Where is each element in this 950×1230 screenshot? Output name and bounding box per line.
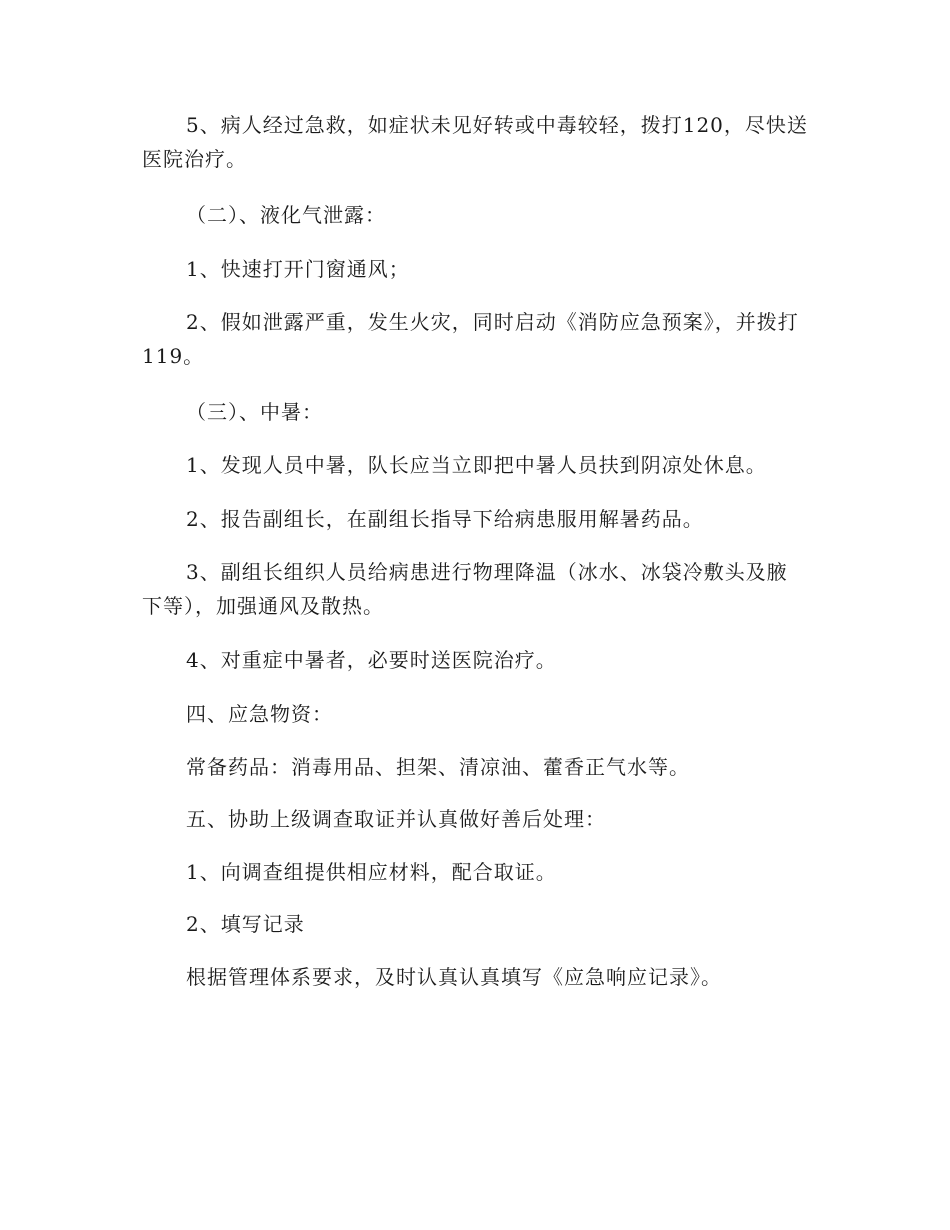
paragraph-gas-leak-2: 2、假如泄露严重，发生火灾，同时启动《消防应急预案》，并拨打119。 — [142, 310, 799, 368]
paragraph-heatstroke-3: 3、副组长组织人员给病患进行物理降温（冰水、冰袋冷敷头及腋下等），加强通风及散热。 — [142, 560, 788, 618]
paragraph-investigation-1: 1、向调查组提供相应材料，配合取证。 — [186, 860, 557, 884]
paragraph-heatstroke-2: 2、报告副组长，在副组长指导下给病患服用解暑药品。 — [186, 507, 704, 531]
paragraph-item-5-rescue: 5、病人经过急救，如症状未见好转或中毒较轻，拨打120，尽快送医院治疗。 — [142, 113, 808, 171]
section-heading-emergency-supplies: 四、应急物资： — [186, 702, 333, 726]
paragraph-heatstroke-4: 4、对重症中暑者，必要时送医院治疗。 — [186, 648, 557, 672]
paragraph-gas-leak-1: 1、快速打开门窗通风； — [186, 257, 410, 281]
paragraph-heatstroke-1: 1、发现人员中暑，队长应当立即把中暑人员扶到阴凉处休息。 — [186, 453, 767, 477]
paragraph-investigation-2: 2、填写记录 — [186, 912, 305, 936]
paragraph-record-requirement: 根据管理体系要求，及时认真认真填写《应急响应记录》。 — [186, 965, 722, 989]
paragraph-supplies-list: 常备药品：消毒用品、担架、清凉油、藿香正气水等。 — [186, 755, 690, 779]
section-heading-investigation: 五、协助上级调查取证并认真做好善后处理： — [186, 807, 606, 831]
section-heading-heatstroke: （三）、中暑： — [186, 400, 323, 424]
section-heading-gas-leak: （二）、液化气泄露： — [186, 203, 386, 227]
